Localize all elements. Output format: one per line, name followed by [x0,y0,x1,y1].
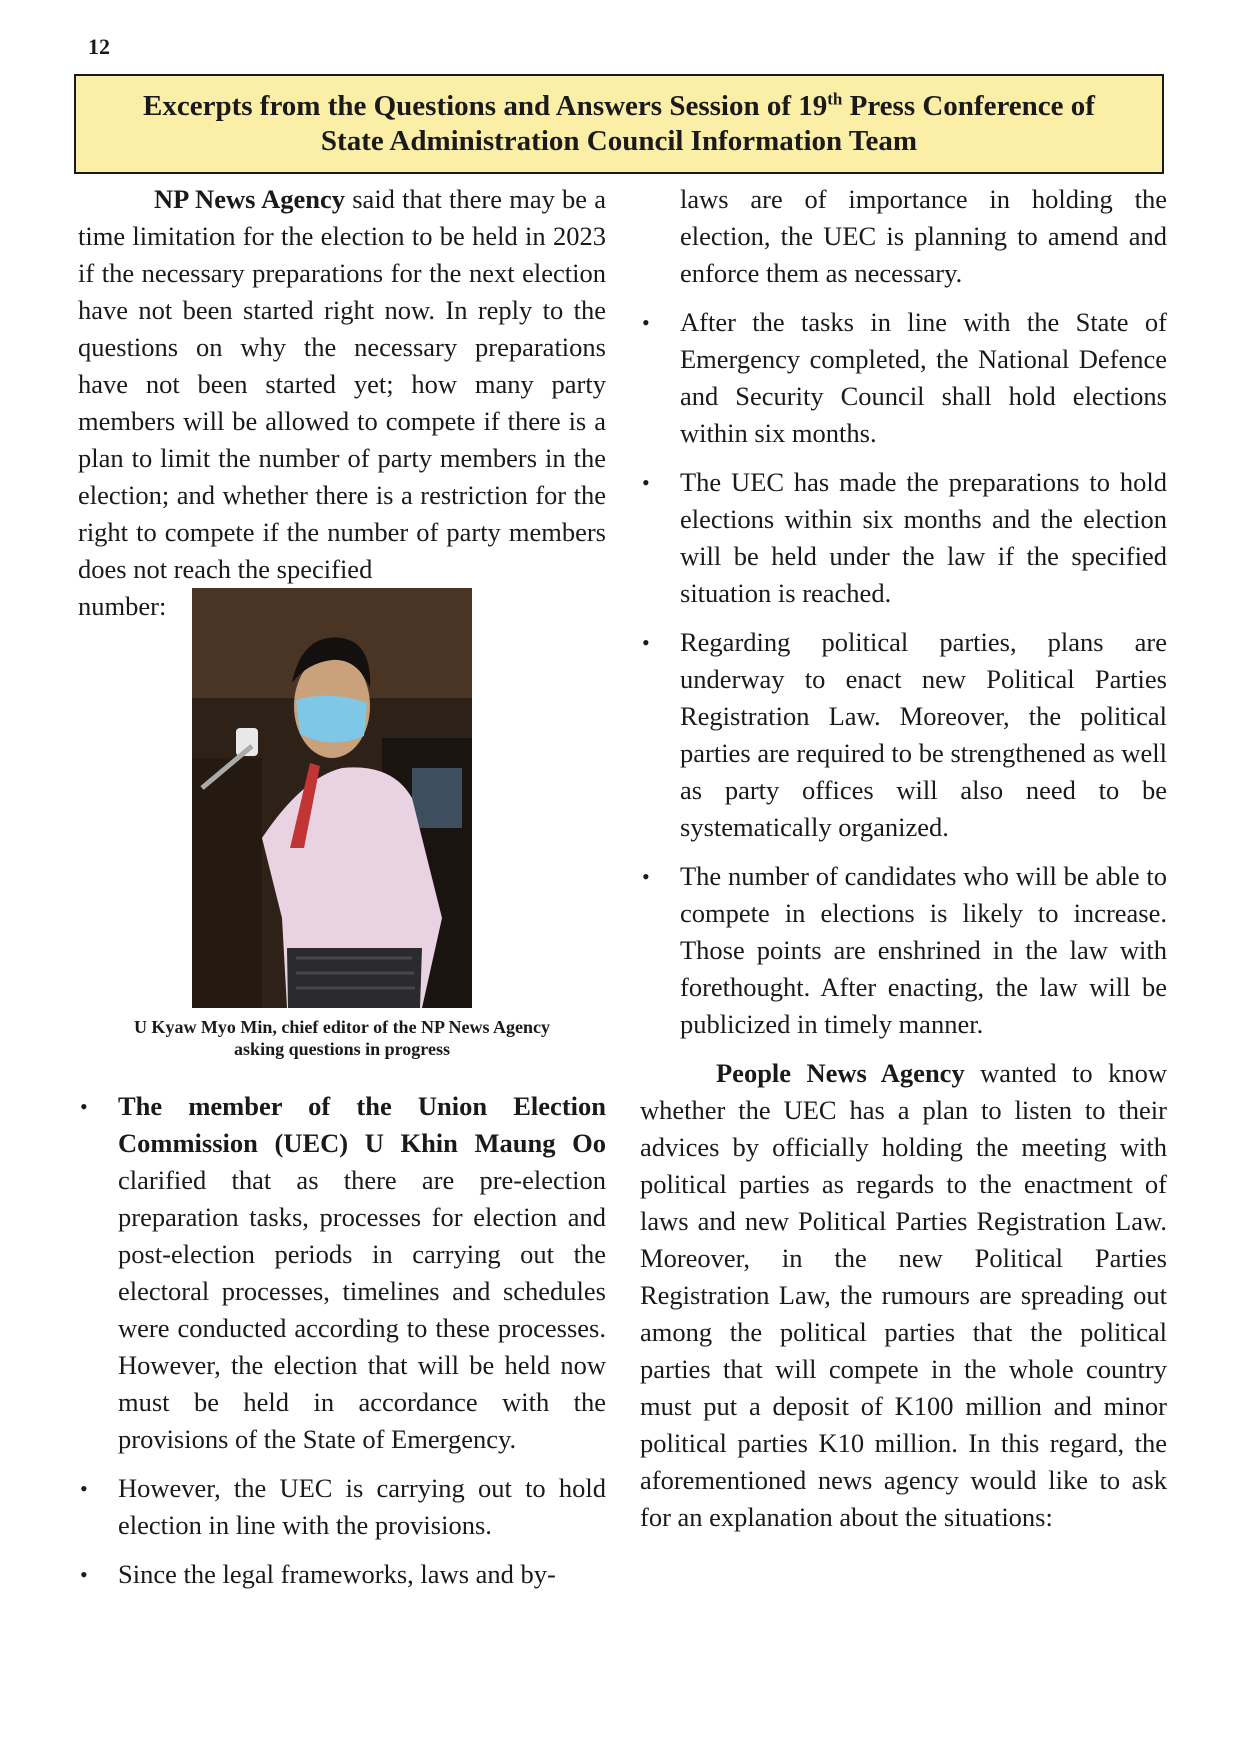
bullet-icon: • [642,630,650,655]
bullet-text: The number of candidates who will be able to compete in elections is likely to increase. Those points are enshrined in the law with forethought. After enacting, the law will be publicized in timely manner. [680,861,1167,1039]
bullet-text: After the tasks in line with the State of Emergency completed, the National Defence and Security Council shall hold elections within six months. [680,307,1167,448]
list-item [640,464,1167,612]
title-text-a: Excerpts from the Questions and Answers Session of 19 [143,90,828,122]
right-bullet-list [640,304,1167,1043]
bullet-icon: • [642,470,650,495]
intro-paragraph [78,181,606,588]
right-column [640,181,1167,1536]
continuation-paragraph: laws are of importance in holding the election, the UEC is planning to amend and enforce them as necessary. [680,184,1167,288]
intro-end-text: number: [78,591,167,621]
list-item [78,1470,606,1544]
page-number: 12 [88,34,110,59]
article-title-line1 [143,89,1095,124]
caption-line2: asking questions in progress [234,1039,450,1059]
bullet-text: clarified that as there are pre-election preparation tasks, processes for election and post-election periods in carrying out the electoral processes, timelines and schedules were conducted according to these processes. However, the election that will be held now must be held in accordance with the provisions of the State of Emergency. [118,1165,606,1454]
article-title-box [74,74,1164,174]
uec-member-name: The member of the Union Election Commission (UEC) U Khin Maung Oo [118,1091,606,1158]
left-bullet-list [78,1088,606,1593]
people-news-paragraph [640,1055,1167,1536]
list-item [640,624,1167,846]
list-item [78,1556,606,1593]
bullet-icon: • [642,864,650,889]
people-news-agency-name: People News Agency [716,1058,965,1088]
title-text-b: Press Conference of [842,90,1095,122]
left-column [78,181,606,1605]
paragraph-text: wanted to know whether the UEC has a plan to listen to their advices by officially holding the meeting with political parties as regards to the enactment of laws and new Political Parties Registration Law. Moreover, in the new Political Parties Registration Law, the rumours are spreading out among the political parties that the political parties that will compete in the whole country must put a deposit of K100 million and minor political parties K10 million. In this regard, the aforementioned news agency would like to ask for an explanation about the situations: [640,1058,1167,1532]
bullet-text: Since the legal frameworks, laws and by- [118,1559,556,1589]
speaker-photo [192,588,472,1008]
photo-row [78,588,606,1016]
caption-line1: U Kyaw Myo Min, chief editor of the NP News Agency [133,1017,551,1037]
article-title-line2: State Administration Council Information Team [320,125,918,157]
bullet-icon: • [642,310,650,335]
list-item [640,304,1167,452]
intro-agency-name: NP News Agency [154,184,346,214]
bullet-text: The UEC has made the preparations to hold elections within six months and the election will be held under the law if the specified situation is reached. [680,467,1167,608]
title-superscript: th [827,89,843,109]
bullet-icon: • [80,1476,88,1501]
bullet-icon: • [80,1562,88,1587]
photo-caption [78,1016,606,1060]
bullet-text: However, the UEC is carrying out to hold election in line with the provisions. [118,1473,606,1540]
list-item [78,1088,606,1458]
bullet-text: Regarding political parties, plans are underway to enact new Political Parties Registration Law. Moreover, the political parties are required to be strengthened as well as party offices will also need to be systematically organized. [680,627,1167,842]
intro-text: said that there may be a time limitation for the election to be held in 2023 if the necessary preparations for the next election have not been started right now. In reply to the questions on why the necessary preparations have not been started yet; how many party members will be allowed to compete if there is a plan to limit the number of party members in the election; and whether there is a restriction for the right to compete if the number of party members does not reach the specified [78,184,606,584]
bullet-icon: • [80,1094,88,1119]
list-item [640,858,1167,1043]
